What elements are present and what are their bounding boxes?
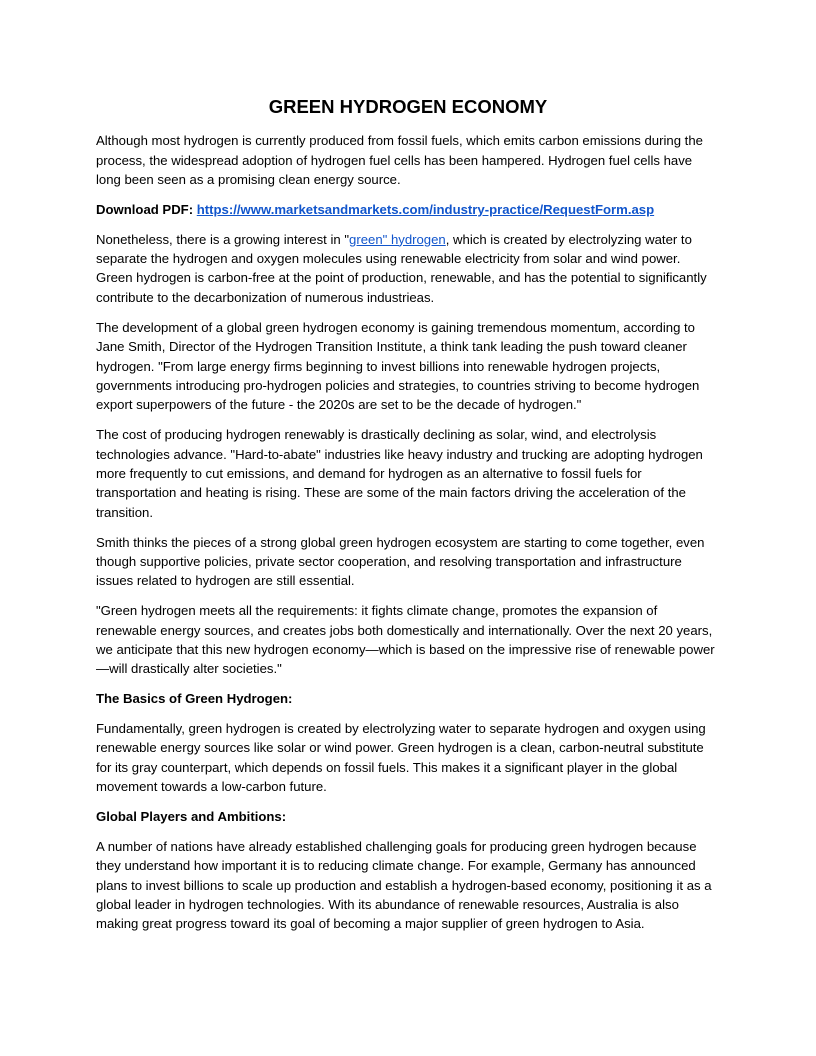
document-page (96, 96, 720, 944)
paragraph-ecosystem: Smith thinks the pieces of a strong global green hydrogen ecosystem are starting to come together, even though supportive policies, private sector cooperation, and resolving transportation and infrastructure issues related to hydrogen are still essential. (96, 534, 705, 589)
paragraph-global-players: A number of nations have already established challenging goals for producing green hydrogen because they understand how important it is to reducing climate change. For example, Germany has announced plans to invest billions to scale up production and establish a hydrogen-based economy, positioning it as a global leader in hydrogen technologies. With its abundance of renewable resources, Australia is also making great progress toward its goal of becoming a major supplier of green hydrogen to Asia. (96, 838, 712, 932)
page-title: GREEN HYDROGEN ECONOMY (268, 96, 548, 117)
paragraph-green-hydrogen (96, 230, 720, 308)
heading-basics: The Basics of Green Hydrogen: (96, 691, 293, 707)
paragraph-cost: The cost of producing hydrogen renewably is drastically declining as solar, wind, and electrolysis technologies advance. "Hard-to-abate" industries like heavy industry and trucking are adopting hydrogen more frequently to cut emissions, and demand for hydrogen as an alternative to fossil fuels for transportation and heating is rising. These are some of the main factors driving the acceleration of the transition. (96, 427, 703, 520)
download-label: Download PDF: (96, 201, 194, 217)
paragraph-text: Nonetheless, there is a growing interest in " (96, 231, 350, 247)
paragraph-momentum: The development of a global green hydrogen economy is gaining tremendous momentum, according to Jane Smith, Director of the Hydrogen Transition Institute, a think tank leading the push toward cleaner hydrogen. "From large energy firms beginning to invest billions into renewable hydrogen projects, governments introducing pro-hydrogen policies and strategies, to countries striving to become hydrogen export superpowers of the future - the 2020s are set to be the decade of hydrogen." (96, 319, 700, 413)
heading-global-players: Global Players and Ambitions: (96, 808, 287, 824)
download-link[interactable]: https://www.marketsandmarkets.com/industry-practice/RequestForm.asp (196, 201, 655, 217)
paragraph-text: , which is created by electrolyzing water to separate the hydrogen and oxygen molecules using renewable electricity from solar and wind power. Green hydrogen is carbon-free at the point of production, renewable, and has the potential to significantly contribute to the decarbonization of numerous industrieas. (96, 231, 707, 305)
paragraph-quote: "Green hydrogen meets all the requirements: it fights climate change, promotes the expansion of renewable energy sources, and creates jobs both domestically and internationally. Over the next 20 years, we anticipate that this new hydrogen economy—which is based on the impressive rise of renewable power—will drastically alter societies." (96, 603, 715, 677)
intro-paragraph: Although most hydrogen is currently produced from fossil fuels, which emits carbon emissions during the process, the widespread adoption of hydrogen fuel cells has been hampered. Hydrogen fuel cells have long been seen as a promising clean energy source. (96, 133, 703, 188)
green-hydrogen-link[interactable]: green" hydrogen (349, 231, 446, 247)
paragraph-basics: Fundamentally, green hydrogen is created by electrolyzing water to separate hydrogen and oxygen using renewable energy sources like solar or wind power. Green hydrogen is a clean, carbon-neutral substitute for its gray counterpart, which depends on fossil fuels. This makes it a significant player in the global movement towards a low-carbon future. (96, 720, 706, 795)
download-line (96, 200, 720, 219)
